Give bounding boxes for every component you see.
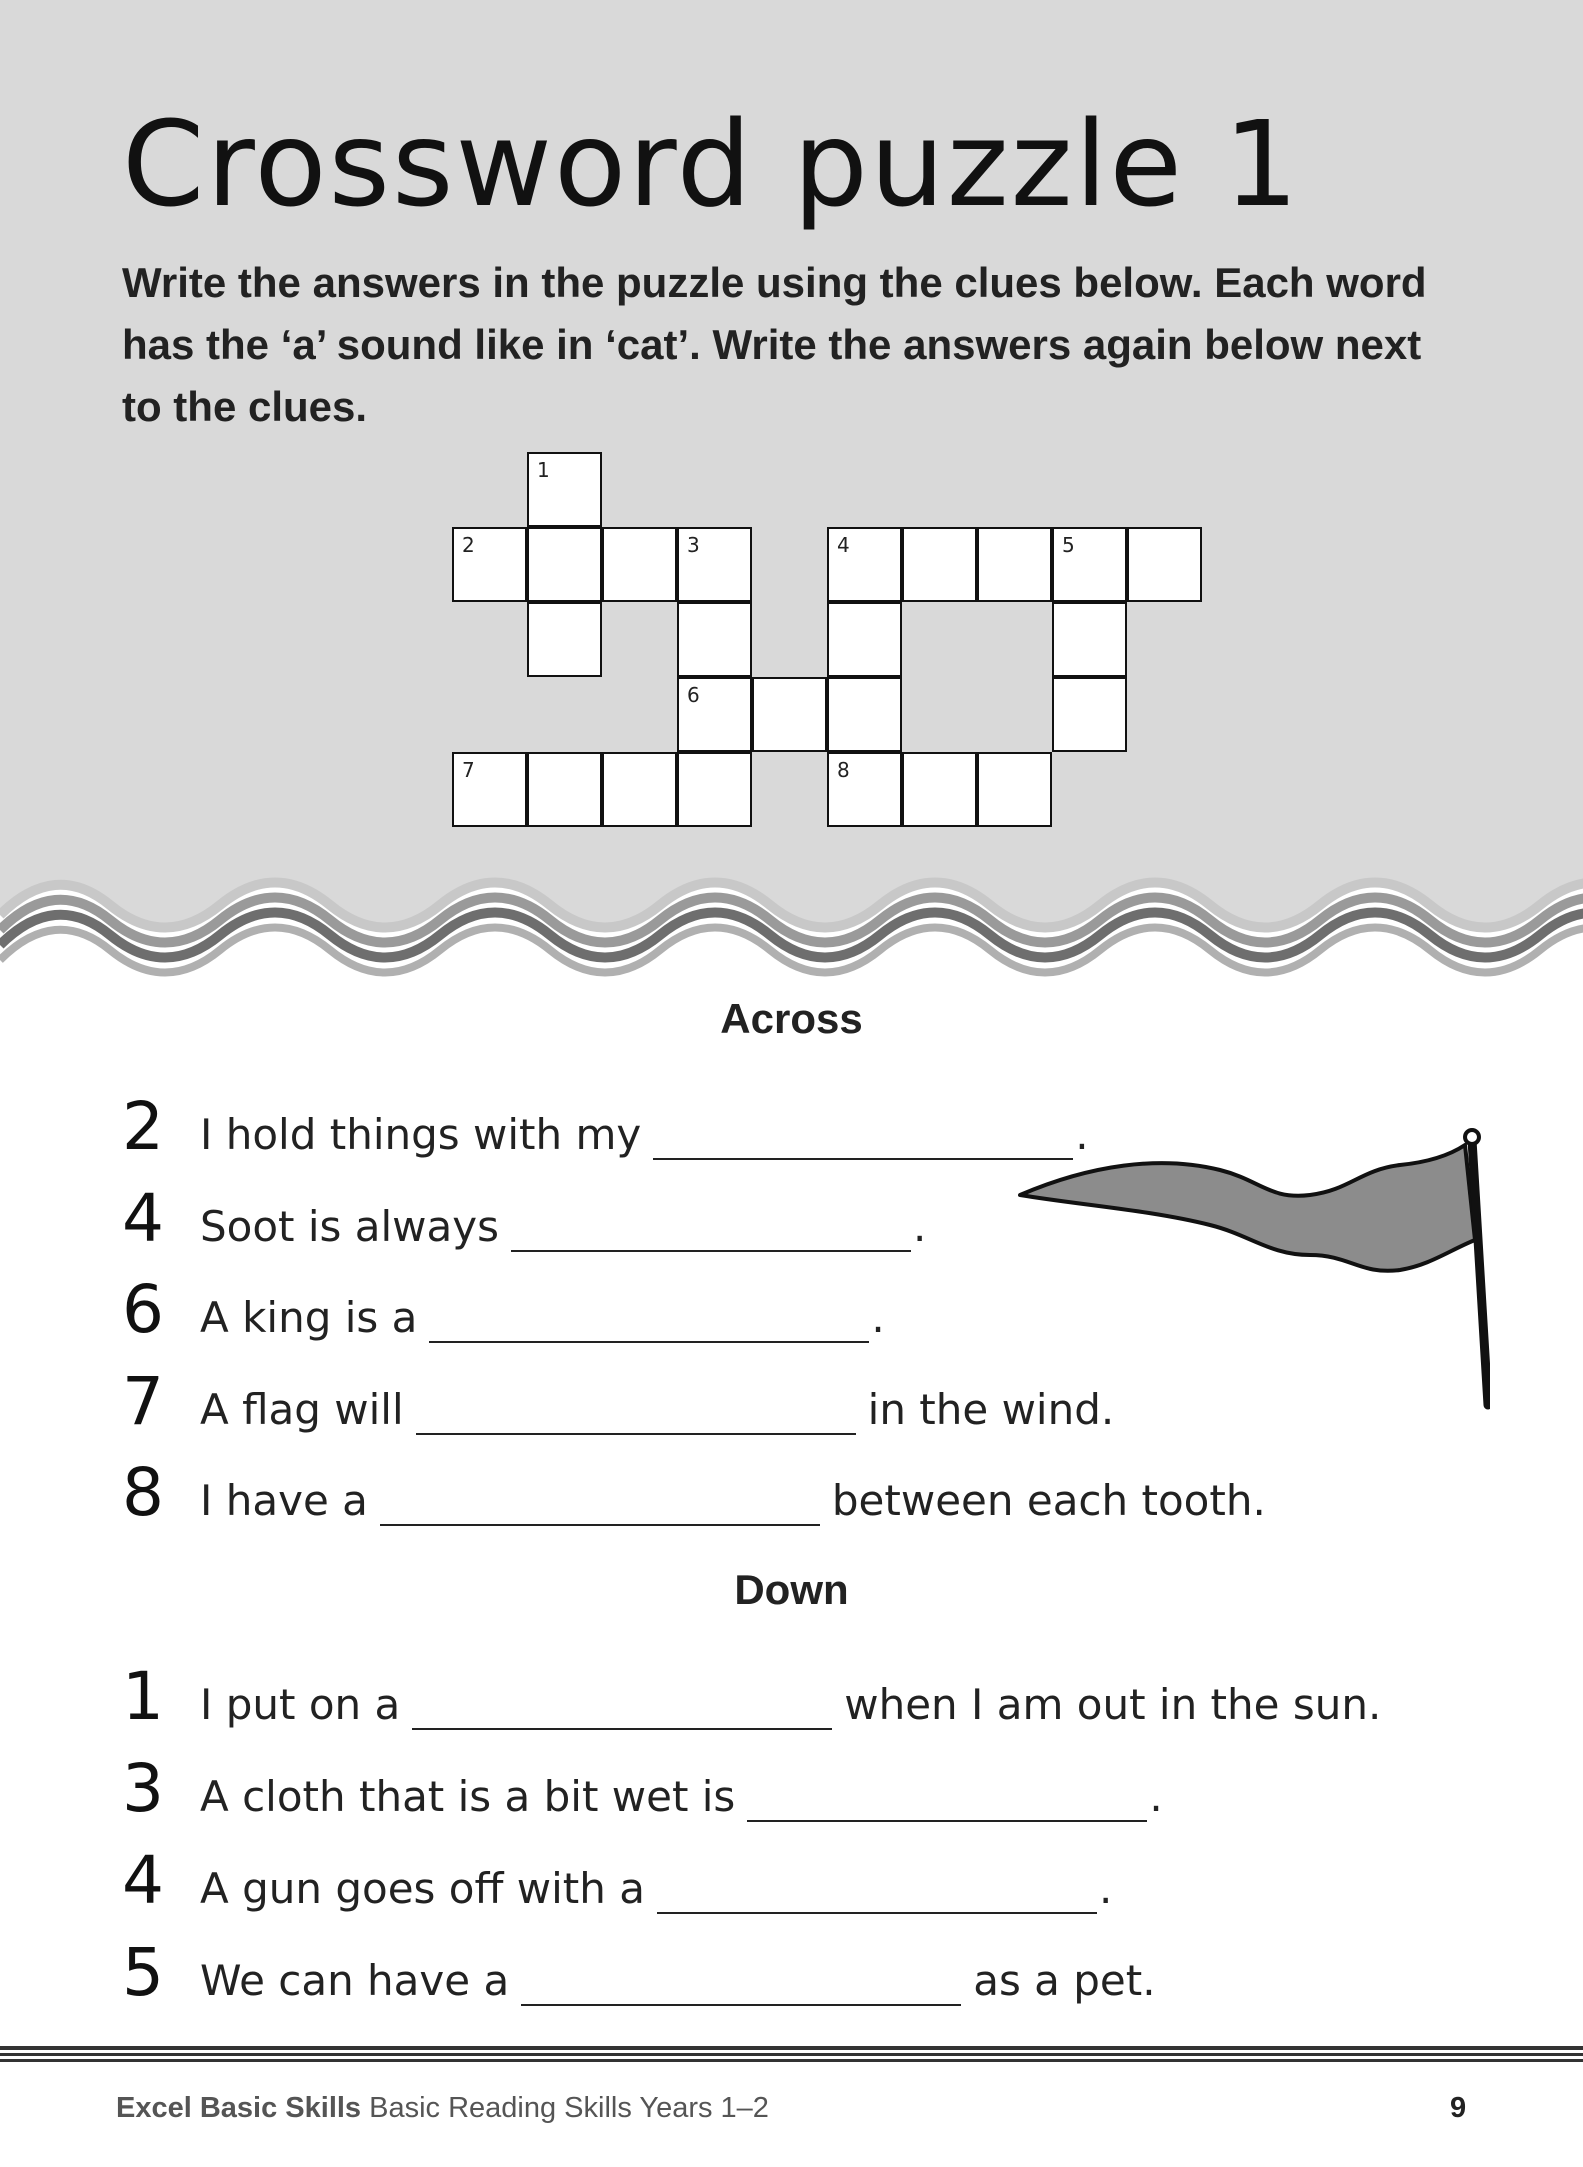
clue-number: 2 bbox=[122, 1088, 164, 1165]
answer-blank[interactable] bbox=[412, 1688, 832, 1730]
across-clue bbox=[122, 1446, 1266, 1531]
crossword-cell[interactable] bbox=[827, 602, 902, 677]
across-clue bbox=[122, 1263, 885, 1348]
answer-blank[interactable] bbox=[521, 1964, 961, 2006]
clue-text: when I am out in the sun. bbox=[844, 1680, 1382, 1729]
down-heading: Down bbox=[734, 1566, 849, 1613]
crossword-cell[interactable] bbox=[677, 527, 752, 602]
clue-number: 8 bbox=[122, 1454, 164, 1531]
clue-number: 3 bbox=[687, 533, 700, 557]
clue-text: A gun goes off with a bbox=[200, 1864, 645, 1913]
crossword-cell[interactable] bbox=[452, 527, 527, 602]
clue-number: 6 bbox=[687, 683, 700, 707]
clue-number: 4 bbox=[122, 1180, 164, 1257]
crossword-cell[interactable] bbox=[452, 752, 527, 827]
answer-blank[interactable] bbox=[511, 1210, 911, 1252]
crossword-cell[interactable] bbox=[1052, 527, 1127, 602]
crossword-cell[interactable] bbox=[677, 602, 752, 677]
clue-text: as a pet. bbox=[973, 1956, 1156, 2005]
clue-text: . bbox=[913, 1202, 927, 1251]
crossword-cell[interactable] bbox=[752, 677, 827, 752]
page-number: 9 bbox=[1450, 2092, 1467, 2124]
crossword-cell[interactable] bbox=[527, 752, 602, 827]
clue-text: between each tooth. bbox=[831, 1476, 1266, 1525]
clue-number: 2 bbox=[462, 533, 475, 557]
flag-illustration bbox=[1010, 1125, 1490, 1415]
clue-text: A king is a bbox=[200, 1293, 418, 1342]
crossword-cell[interactable] bbox=[977, 527, 1052, 602]
instructions: Write the answers in the puzzle using the clues below. Each word has the ‘a’ sound like in ‘cat’. Write the answers again below next to the clues. bbox=[122, 259, 1427, 430]
crossword-cell[interactable] bbox=[677, 752, 752, 827]
crossword-cell[interactable] bbox=[527, 602, 602, 677]
down-clue bbox=[122, 1650, 1382, 1735]
crossword-cell[interactable] bbox=[677, 677, 752, 752]
clue-text: . bbox=[1075, 1110, 1089, 1159]
footer-subtitle: Basic Reading Skills Years 1–2 bbox=[369, 2092, 769, 2124]
clue-number: 4 bbox=[837, 533, 850, 557]
across-clue bbox=[122, 1172, 927, 1257]
answer-blank[interactable] bbox=[380, 1484, 820, 1526]
clue-number: 5 bbox=[1062, 533, 1075, 557]
crossword-cell[interactable] bbox=[977, 752, 1052, 827]
clue-number: 1 bbox=[537, 458, 550, 482]
clue-text: I put on a bbox=[200, 1680, 401, 1729]
clue-text: We can have a bbox=[200, 1956, 510, 2005]
clue-number: 6 bbox=[122, 1271, 164, 1348]
crossword-cell[interactable] bbox=[527, 527, 602, 602]
clue-text: . bbox=[871, 1293, 885, 1342]
across-clue bbox=[122, 1080, 1089, 1165]
wave-border bbox=[0, 860, 1583, 1000]
crossword-grid bbox=[452, 452, 1212, 832]
answer-blank[interactable] bbox=[747, 1780, 1147, 1822]
crossword-cell[interactable] bbox=[902, 752, 977, 827]
clue-number: 7 bbox=[462, 758, 475, 782]
crossword-cell[interactable] bbox=[1052, 677, 1127, 752]
down-clue bbox=[122, 1926, 1156, 2011]
footer-brand: Excel Basic Skills bbox=[116, 2092, 362, 2124]
page-title: Crossword puzzle 1 bbox=[122, 95, 1301, 233]
across-heading: Across bbox=[720, 995, 863, 1042]
clue-text: I have a bbox=[200, 1476, 368, 1525]
crossword-cell[interactable] bbox=[1127, 527, 1202, 602]
footer-rule bbox=[0, 2046, 1583, 2066]
clue-number: 3 bbox=[122, 1750, 164, 1827]
across-clue bbox=[122, 1355, 1115, 1440]
answer-blank[interactable] bbox=[429, 1301, 869, 1343]
clue-number: 1 bbox=[122, 1658, 164, 1735]
crossword-cell[interactable] bbox=[527, 452, 602, 527]
crossword-cell[interactable] bbox=[902, 527, 977, 602]
crossword-cell[interactable] bbox=[827, 752, 902, 827]
down-clue bbox=[122, 1742, 1163, 1827]
clue-number: 5 bbox=[122, 1934, 164, 2011]
crossword-cell[interactable] bbox=[827, 677, 902, 752]
clue-number: 7 bbox=[122, 1363, 164, 1440]
footer-credit bbox=[116, 2092, 769, 2125]
clue-text: I hold things with my bbox=[200, 1110, 642, 1159]
crossword-cell[interactable] bbox=[1052, 602, 1127, 677]
clue-text: . bbox=[1098, 1864, 1113, 1913]
clue-number: 4 bbox=[122, 1842, 164, 1919]
clue-text: in the wind. bbox=[867, 1385, 1115, 1434]
answer-blank[interactable] bbox=[657, 1872, 1097, 1914]
clue-number: 8 bbox=[837, 758, 850, 782]
clue-text: A cloth that is a bit wet is bbox=[200, 1772, 736, 1821]
answer-blank[interactable] bbox=[416, 1393, 856, 1435]
clue-text: . bbox=[1149, 1772, 1163, 1821]
crossword-cell[interactable] bbox=[602, 752, 677, 827]
clue-text: A flag will bbox=[200, 1385, 404, 1434]
crossword-cell[interactable] bbox=[602, 527, 677, 602]
clue-text: Soot is always bbox=[200, 1202, 500, 1251]
down-clue bbox=[122, 1834, 1113, 1919]
crossword-cell[interactable] bbox=[827, 527, 902, 602]
